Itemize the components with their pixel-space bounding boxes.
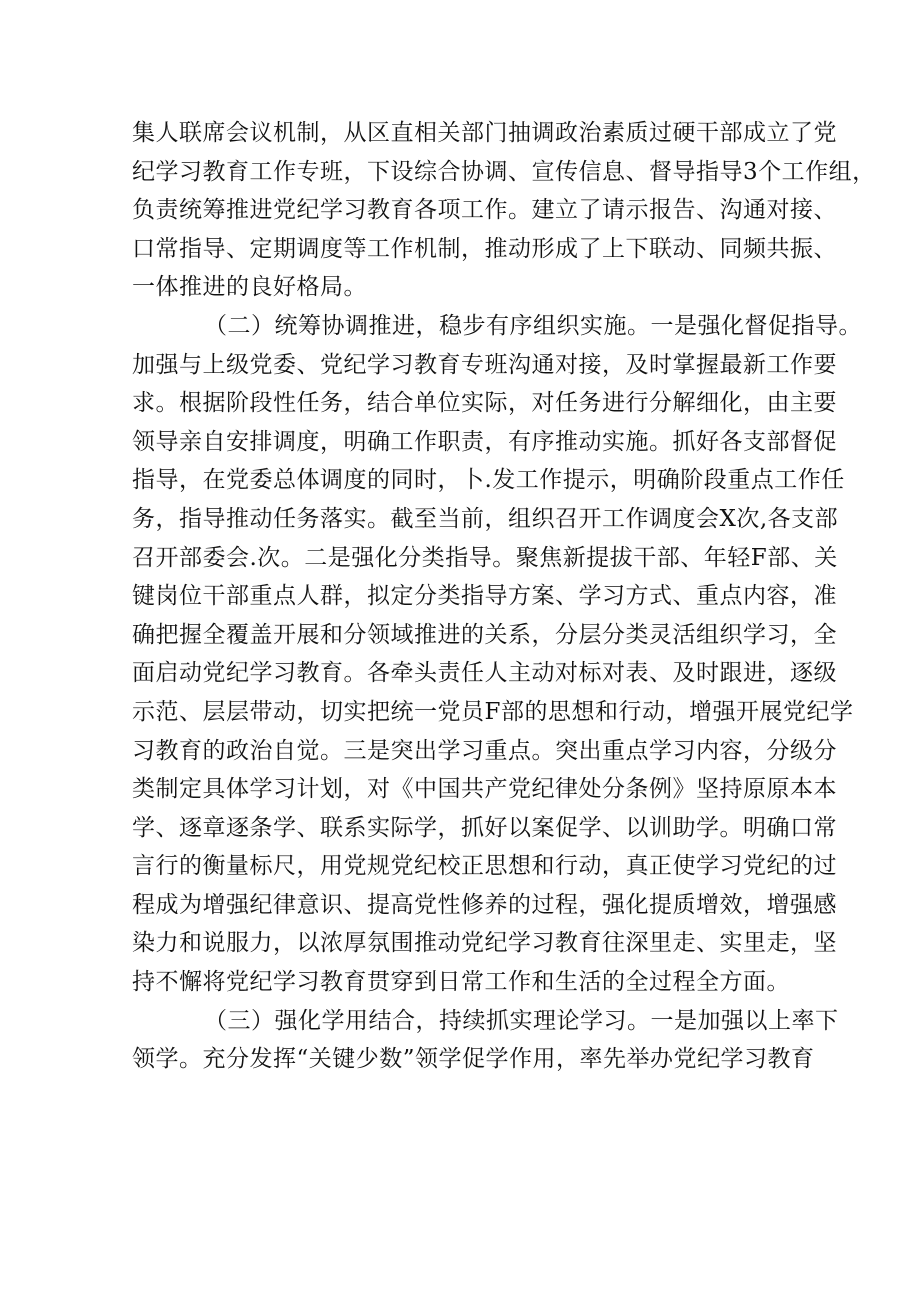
text-line: 键岗位干部重点人群，拟定分类指导方案、学习方式、重点内容，准 — [132, 583, 837, 610]
text-line: 面启动党纪学习教育。各牵头责任人主动对标对表、及时跟进，逐级 — [132, 660, 837, 687]
text-line: 示范、层层带动，切实把统一党员F部的思想和行动，增强开展党纪学 — [132, 698, 854, 725]
text-line: 持不懈将党纪学习教育贯穿到日常工作和生活的全过程全方面。 — [132, 969, 790, 996]
text-line: 指导，在党委总体调度的同时，卜.发工作提示，明确阶段重点工作任 — [132, 467, 845, 494]
text-line: 召开部委会.次。二是强化分类指导。聚焦新提拔干部、年轻F部、关 — [132, 544, 838, 571]
text-line: 纪学习教育工作专班，下设综合协调、宣传信息、督导指导3个工作组， — [132, 158, 876, 185]
text-line: 加强与上级党委、党纪学习教育专班沟通对接，及时掌握最新工作要 — [132, 351, 837, 378]
text-line: 求。根据阶段性任务，结合单位实际，对任务进行分解细化，由主要 — [132, 390, 837, 417]
text-line: 言行的衡量标尺，用党规党纪校正思想和行动，真正使学习党纪的过 — [132, 853, 837, 880]
text-line: 染力和说服力，以浓厚氛围推动党纪学习教育往深里走、实里走，坚 — [132, 930, 837, 957]
text-line: 领导亲自安排调度，明确工作职责，有序推动实施。抓好各支部督促 — [132, 428, 837, 455]
body-text — [132, 114, 876, 1079]
text-line: 领学。充分发挥“关键少数”领学促学作用，率先举办党纪学习教育 — [132, 1046, 815, 1073]
text-line: 务，指导推动任务落实。截至当前，组织召开工作调度会X次,各支部 — [132, 505, 839, 532]
text-line: 确把握全覆盖开展和分领域推进的关系，分层分类灵活组织学习，全 — [132, 621, 837, 648]
text-line: 集人联席会议机制，从区直相关部门抽调政治素质过硬干部成立了党 — [132, 120, 837, 146]
text-line: 习教育的政治自觉。三是突出学习重点。突出重点学习内容，分级分 — [132, 737, 837, 764]
section-heading-line: （二）统筹协调推进，稳步有序组织实施。一是强化督促指导。 — [204, 312, 862, 339]
text-line: 类制定具体学习计划，对《中国共产党纪律处分条例》坚持原原本本 — [132, 776, 837, 803]
text-line: 学、逐章逐条学、联系实际学，抓好以案促学、以训助学。明确口常 — [132, 814, 837, 841]
text-line: 口常指导、定期调度等工作机制，推动形成了上下联动、同频共振、 — [132, 235, 837, 262]
section-heading-line: （三）强化学用结合，持续抓实理论学习。一是加强以上率下 — [204, 1007, 839, 1034]
text-line: 一体推进的良好格局。 — [132, 274, 367, 301]
text-line: 负责统筹推进党纪学习教育各项工作。建立了请示报告、沟通对接、 — [132, 197, 837, 224]
text-line: 程成为增强纪律意识、提高党性修养的过程，强化提质增效，增强感 — [132, 891, 837, 918]
